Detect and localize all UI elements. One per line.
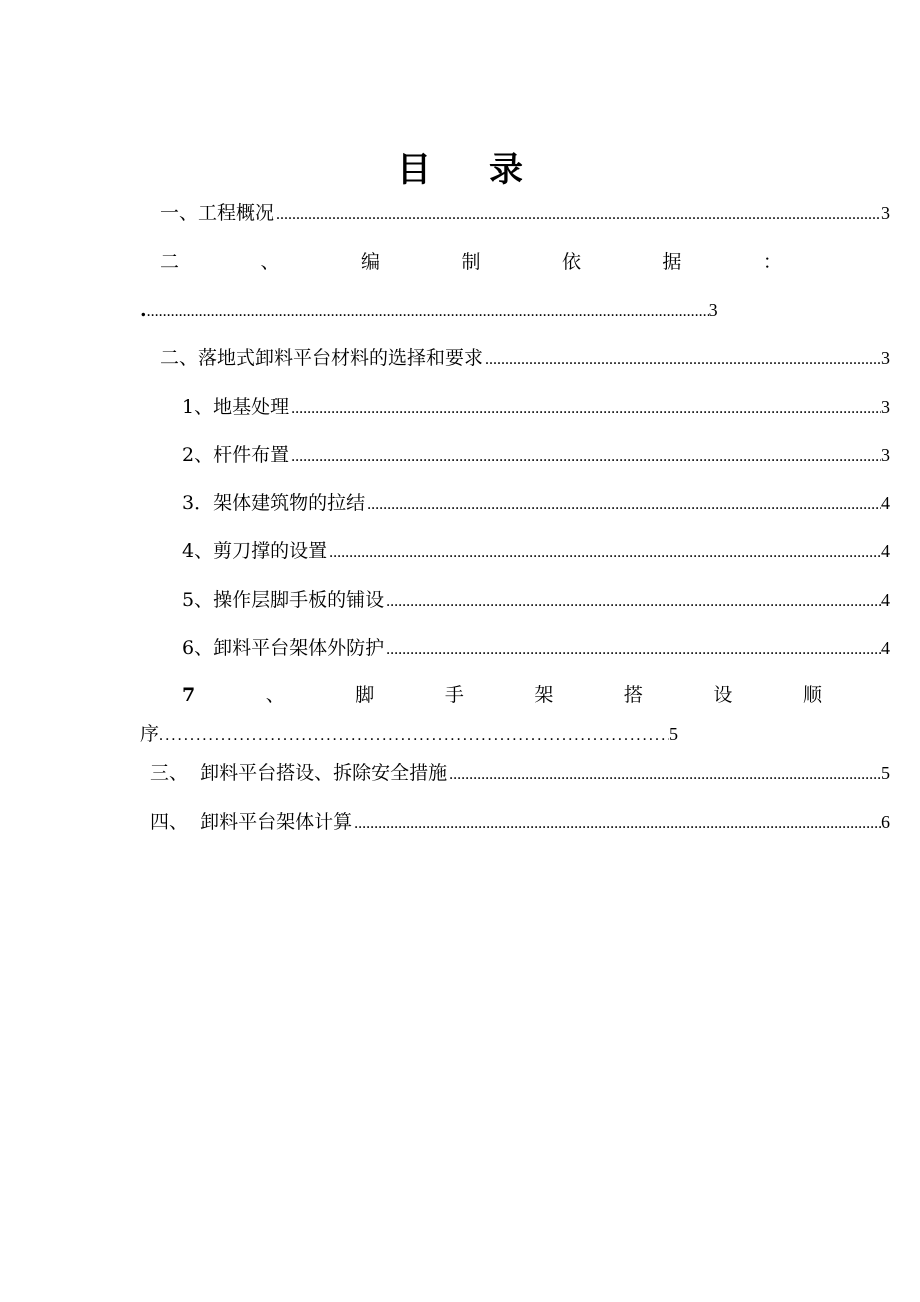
toc-page-number: 5: [881, 763, 890, 783]
toc-entry-label: 2、杆件布置: [182, 444, 290, 466]
toc-char: 顺: [802, 684, 822, 706]
toc-entry-overview[interactable]: [160, 199, 890, 229]
toc-char: 手: [444, 684, 464, 706]
toc-char: 二: [160, 251, 180, 273]
toc-leader-dots: [159, 722, 669, 750]
toc-leader-dots: [147, 298, 709, 326]
toc-leader-dots: [447, 761, 881, 789]
toc-leader-dots: [289, 443, 881, 471]
toc-char: 、: [260, 251, 280, 273]
toc-char: 编: [360, 251, 380, 273]
toc-entry-protection[interactable]: [182, 634, 890, 664]
toc-entry-basis-continuation[interactable]: [140, 296, 720, 326]
toc-entry-sequence-continuation[interactable]: [140, 720, 700, 750]
toc-leader-dots: [327, 539, 881, 567]
toc-entry-label: 6、卸料平台架体外防护: [182, 637, 385, 659]
toc-entry-safety[interactable]: [150, 759, 890, 789]
toc-entry-label: 4、剪刀撑的设置: [182, 540, 328, 562]
toc-lead-mark: .: [140, 299, 147, 321]
toc-leader-dots: [384, 636, 881, 664]
toc-entry-calculation[interactable]: [150, 808, 890, 838]
toc-page-number: 3: [881, 445, 890, 465]
toc-leader-dots: [384, 588, 881, 616]
toc-page-number: 3: [881, 397, 890, 417]
toc-entry-label: 四、 卸料平台架体计算: [150, 811, 353, 833]
title-char-2: 录: [489, 150, 523, 190]
page-title: [0, 146, 920, 194]
toc-entry-label: 三、 卸料平台搭设、拆除安全措施: [150, 762, 448, 784]
toc-leader-dots: [289, 395, 881, 423]
toc-leader-dots: [274, 201, 881, 229]
toc-char: 7: [182, 684, 196, 706]
toc-entry-sequence[interactable]: [182, 681, 822, 709]
toc-page-number: 3: [881, 348, 890, 368]
toc-leader-dots: [352, 810, 881, 838]
title-char-1: 目: [397, 150, 431, 190]
toc-entry-materials[interactable]: [160, 344, 890, 374]
toc-char: 脚: [355, 684, 375, 706]
toc-entry-members[interactable]: [182, 441, 890, 471]
toc-page-number: 5: [669, 724, 679, 744]
toc-char: 设: [713, 684, 733, 706]
toc-char: 、: [265, 684, 285, 706]
toc-page-number: 4: [881, 590, 890, 610]
toc-entry-label: 序: [140, 723, 160, 745]
toc-entry-label: 二、落地式卸料平台材料的选择和要求: [160, 347, 484, 369]
toc-char: 架: [534, 684, 554, 706]
toc-char: 据: [662, 251, 682, 273]
toc-leader-dots: [365, 491, 881, 519]
toc-entry-label: 3．架体建筑物的拉结: [182, 492, 366, 514]
toc-char: 依: [561, 251, 581, 273]
toc-entry-label: 1、地基处理: [182, 396, 290, 418]
toc-char: 搭: [623, 684, 643, 706]
toc-entry-label: 一、工程概况: [160, 202, 275, 224]
toc-page-number: 3: [708, 300, 718, 320]
toc-page-number: 4: [881, 541, 890, 561]
toc-entry-tie[interactable]: [182, 489, 890, 519]
toc-char: ：: [762, 251, 782, 273]
toc-page-number: 3: [881, 203, 890, 223]
toc-page-number: 4: [881, 638, 890, 658]
toc-leader-dots: [483, 346, 881, 374]
toc-entry-label: 5、操作层脚手板的铺设: [182, 589, 385, 611]
toc-page-number: 4: [881, 493, 890, 513]
toc-page-number: 6: [881, 812, 890, 832]
toc-entry-basis[interactable]: [160, 248, 782, 276]
toc-entry-boards[interactable]: [182, 586, 890, 616]
toc-char: 制: [461, 251, 481, 273]
toc-entry-bracing[interactable]: [182, 537, 890, 567]
toc-entry-foundation[interactable]: [182, 393, 890, 423]
